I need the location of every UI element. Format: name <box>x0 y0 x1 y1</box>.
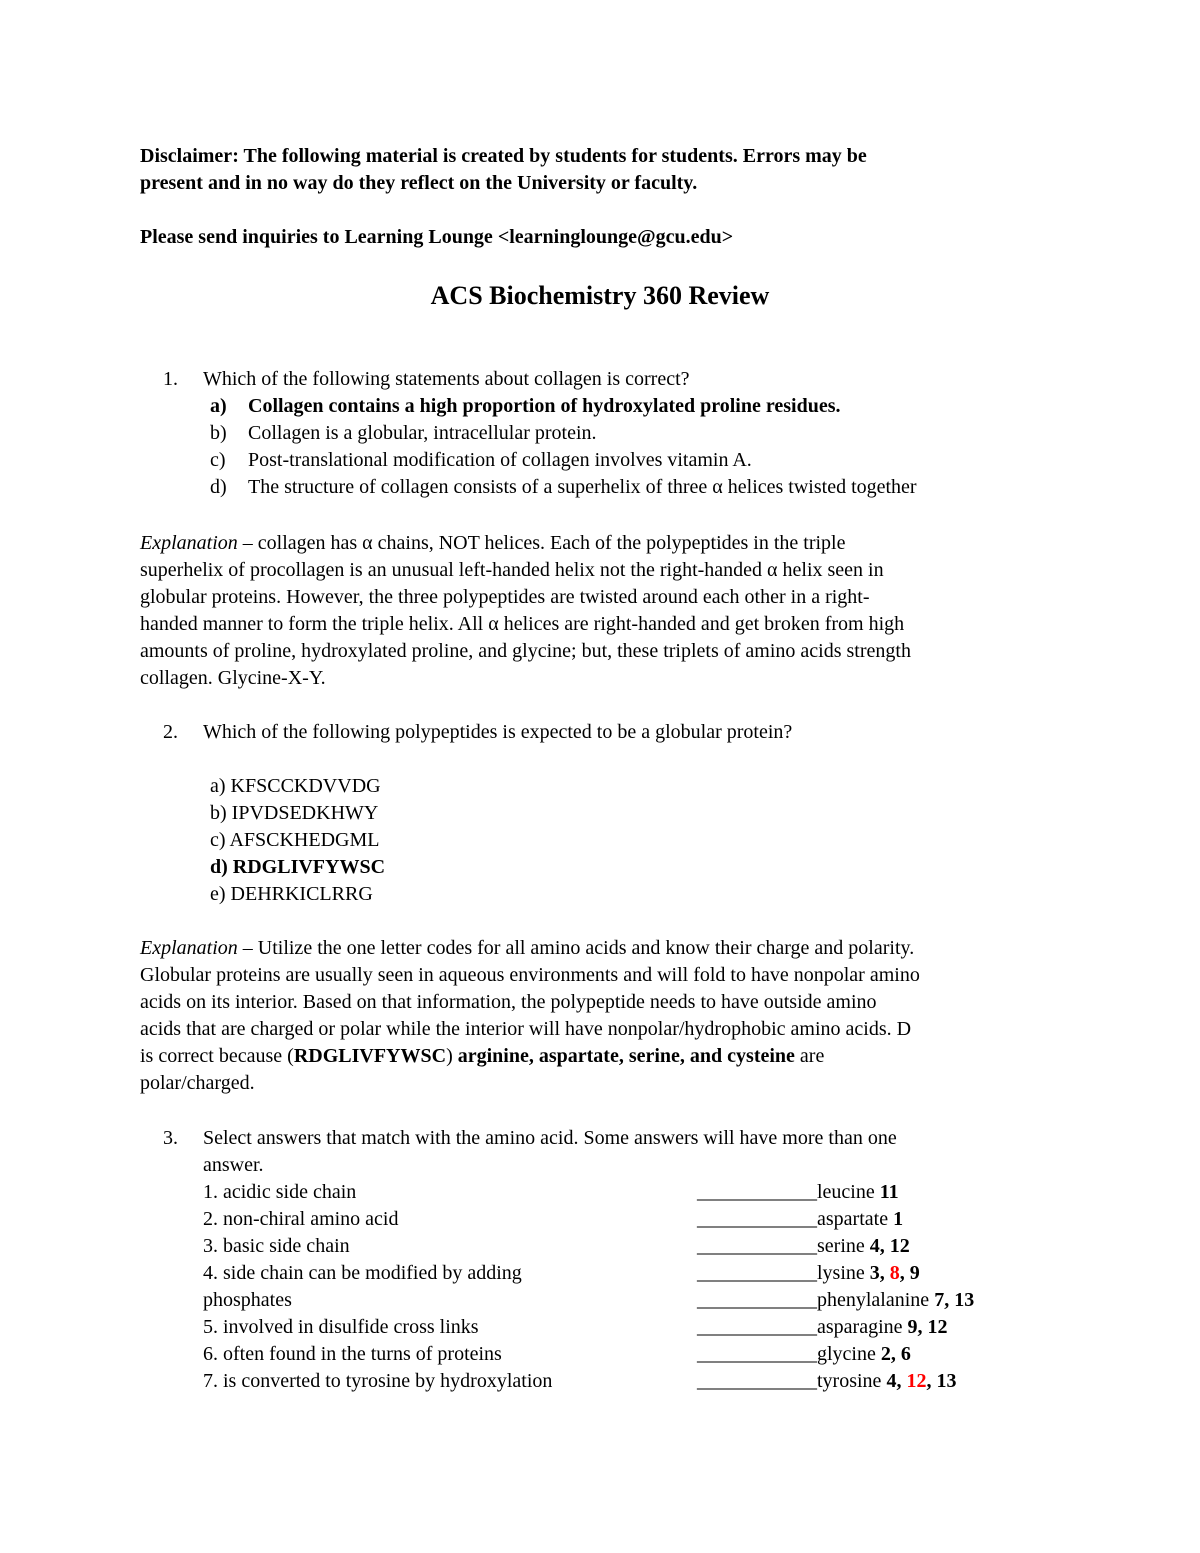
inquiries-line: Please send inquiries to Learning Lounge <learninglounge@gcu.edu> <box>140 226 734 248</box>
q2-explanation <box>140 935 1060 1097</box>
q1-explanation-line: superhelix of procollagen is an unusual left-handed helix not the right-handed α helix seen in <box>140 559 884 581</box>
q1-option-d-label: d) <box>210 476 227 498</box>
q3-description: 2. non-chiral amino acid <box>203 1208 399 1230</box>
q2-explanation-line: Globular proteins are usually seen in aqueous environments and will fold to have nonpolar amino <box>140 964 920 986</box>
q1-explanation-line: handed manner to form the triple helix. All α helices are right-handed and get broken from high <box>140 613 905 635</box>
q2-explanation-line: acids that are charged or polar while the interior will have nonpolar/hydrophobic amino acids. D <box>140 1018 912 1040</box>
q1-option-c-label: c) <box>210 449 226 471</box>
q2-explanation-label: Explanation <box>140 937 238 959</box>
q3-match-row: ____________serine 4, 12 <box>697 1235 910 1257</box>
q3-description: 6. often found in the turns of proteins <box>203 1343 502 1365</box>
q3-description: 5. involved in disulfide cross links <box>203 1316 479 1338</box>
q3-number: 3. <box>163 1127 178 1149</box>
q3-match-row: ____________phenylalanine 7, 13 <box>697 1289 975 1311</box>
q3-description: 3. basic side chain <box>203 1235 350 1257</box>
page-title: ACS Biochemistry 360 Review <box>430 281 770 310</box>
q3-prompt-line-1: Select answers that match with the amino acid. Some answers will have more than one <box>203 1127 897 1149</box>
q2-explanation-line: is correct because (RDGLIVFYWSC) arginine, aspartate, serine, and cysteine are <box>140 1045 825 1067</box>
q2-option-e: e) DEHRKICLRRG <box>210 883 373 905</box>
q1-explanation-label: Explanation <box>140 532 238 554</box>
q2-option-d: d) RDGLIVFYWSC <box>210 856 386 878</box>
q1-explanation-line: globular proteins. However, the three polypeptides are twisted around each other in a right- <box>140 586 870 608</box>
q3-prompt-line-2: answer. <box>203 1154 264 1176</box>
q1-option-a-text: Collagen contains a high proportion of hydroxylated proline residues. <box>248 395 841 417</box>
q1-explanation <box>140 530 1060 692</box>
q2-prompt: Which of the following polypeptides is expected to be a globular protein? <box>203 721 793 743</box>
q1-option-b-label: b) <box>210 422 227 444</box>
q1-option-c-text: Post-translational modification of collagen involves vitamin A. <box>248 449 752 471</box>
q3-match-row: ____________leucine 11 <box>697 1181 899 1203</box>
q1-option-d-text: The structure of collagen consists of a superhelix of three α helices twisted together <box>248 476 917 498</box>
q1-explanation-line: collagen. Glycine-X-Y. <box>140 667 326 689</box>
q3-description: 7. is converted to tyrosine by hydroxylation <box>203 1370 553 1392</box>
disclaimer-line-1: Disclaimer: The following material is created by students for students. Errors may be <box>140 145 867 167</box>
q2-explanation-line: polar/charged. <box>140 1072 255 1094</box>
q2-option-a: a) KFSCCKDVVDG <box>210 775 381 797</box>
q1-option-b-text: Collagen is a globular, intracellular protein. <box>248 422 597 444</box>
q2-explanation-line: – Utilize the one letter codes for all amino acids and know their charge and polarity. <box>237 937 915 959</box>
q3-description: 1. acidic side chain <box>203 1181 357 1203</box>
disclaimer-line-2: present and in no way do they reflect on the University or faculty. <box>140 172 698 194</box>
q3-match-row: ____________asparagine 9, 12 <box>697 1316 948 1338</box>
q2-number: 2. <box>163 721 178 743</box>
q3-description: phosphates <box>203 1289 292 1311</box>
q3-match-list <box>697 1179 974 1395</box>
q1-prompt: Which of the following statements about collagen is correct? <box>203 368 690 390</box>
q3-match-row: ____________aspartate 1 <box>697 1208 904 1230</box>
q1-number: 1. <box>163 368 178 390</box>
q3-match-row: ____________tyrosine 4, 12, 13 <box>697 1370 957 1392</box>
q3-description: 4. side chain can be modified by adding <box>203 1262 522 1284</box>
q3-match-row: ____________lysine 3, 8, 9 <box>697 1262 920 1284</box>
q1-option-a-label: a) <box>210 395 227 417</box>
q1-explanation-line: amounts of proline, hydroxylated proline, and glycine; but, these triplets of amino acids strength <box>140 640 911 662</box>
q2-option-c: c) AFSCKHEDGML <box>210 829 380 851</box>
q3-match-row: ____________glycine 2, 6 <box>697 1343 911 1365</box>
q3-description-list <box>203 1179 552 1395</box>
q1-explanation-line: – collagen has α chains, NOT helices. Each of the polypeptides in the triple <box>237 532 846 554</box>
q2-option-b: b) IPVDSEDKHWY <box>210 802 379 824</box>
q2-explanation-line: acids on its interior. Based on that information, the polypeptide needs to have outside amino <box>140 991 877 1013</box>
